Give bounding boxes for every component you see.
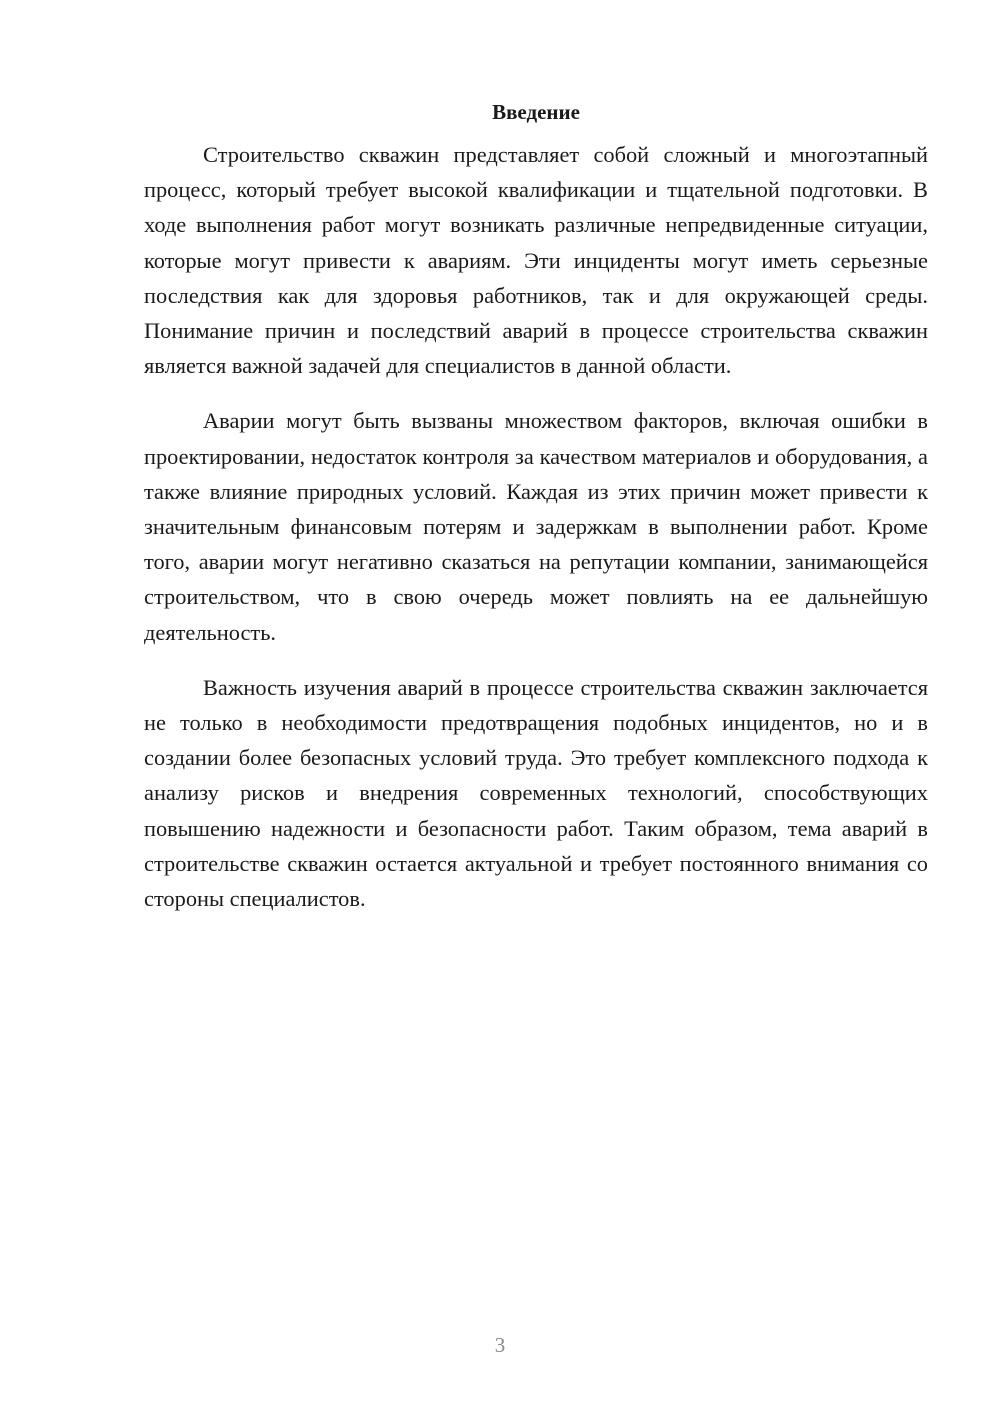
paragraph-2: Аварии могут быть вызваны множеством факторов, включая ошибки в проектировании, недостаток контроля за качеством материалов и оборудования, а также влияние природных условий. Каждая из этих причин может привести к значительным финансовым потерям и задержкам в выполнении работ. Кроме того, аварии могут негативно сказаться на репутации компании, занимающейся строительством, что в свою очередь может повлиять на ее дальнейшую деятельность. — [144, 408, 928, 645]
page-content — [144, 96, 928, 936]
page-number: 3 — [494, 1333, 506, 1357]
paragraph-1: Строительство скважин представляет собой сложный и многоэтапный процесс, который требует высокой квалификации и тщательной подготовки. В ходе выполнения работ могут возникать различные непредвиденные ситуации, которые могут привести к авариям. Эти инциденты могут иметь серьезные последствия как для здоровья работников, так и для окружающей среды. Понимание причин и последствий аварий в процессе строительства скважин является важной задачей для специалистов в данной области. — [144, 142, 928, 379]
paragraph-3: Важность изучения аварий в процессе строительства скважин заключается не только в необходимости предотвращения подобных инцидентов, но и в создании более безопасных условий труда. Это требует комплексного подхода к анализу рисков и внедрения современных технологий, способствующих повышению надежности и безопасности работ. Таким образом, тема аварий в строительстве скважин остается актуальной и требует постоянного внимания со стороны специалистов. — [144, 674, 928, 912]
section-title: Введение — [492, 100, 580, 124]
